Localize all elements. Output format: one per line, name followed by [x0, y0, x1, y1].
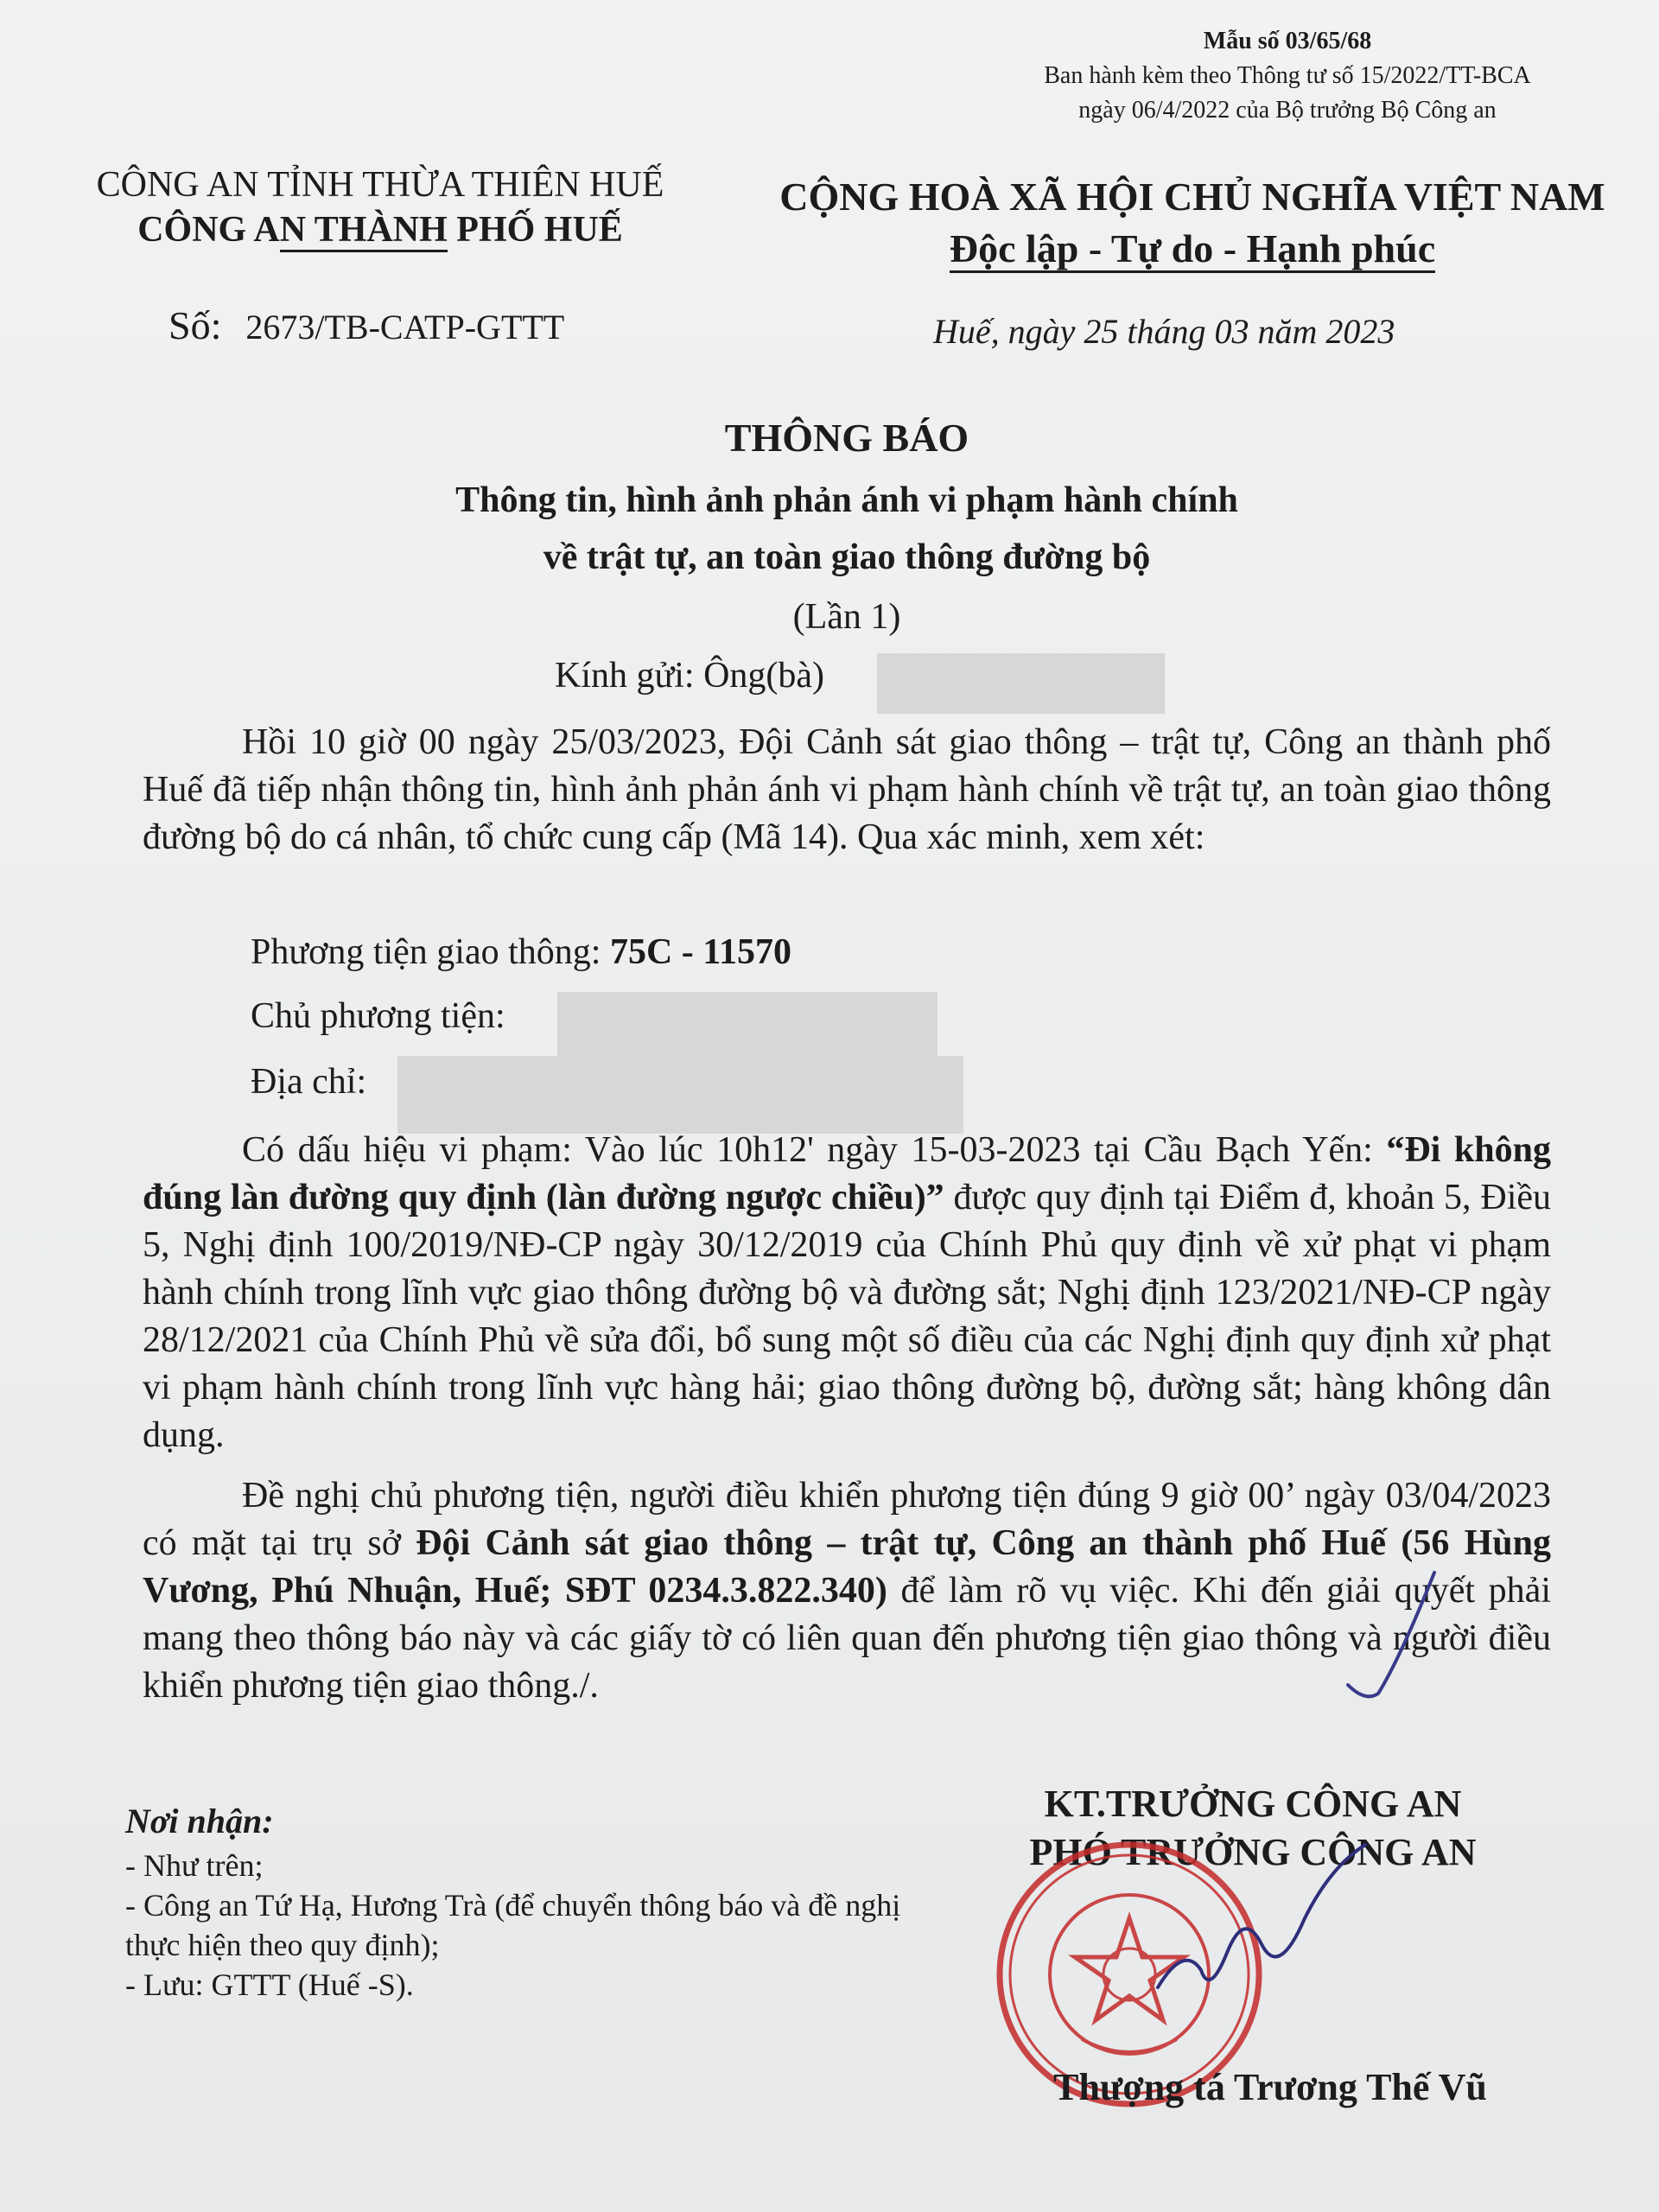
- document-subtitle: [0, 472, 1659, 586]
- national-heading: [760, 171, 1624, 275]
- agency-name-part2: PHỐ HUẾ: [447, 210, 623, 250]
- violation-description: “Đi không đúng làn đường quy định (làn đường ngược chiều)”: [143, 1130, 1551, 1217]
- agency-name-part1: CÔNG A: [137, 210, 280, 250]
- handwritten-signature: [1149, 1840, 1374, 2013]
- redacted-owner: [557, 992, 938, 1058]
- form-issued-date: ngày 06/4/2022 của Bộ trưởng Bộ Công an: [1078, 97, 1497, 124]
- document-title: THÔNG BÁO: [724, 416, 969, 460]
- paragraph-intro: [143, 719, 1551, 861]
- form-issued-by: Ban hành kèm theo Thông tư số 15/2022/TT-BCA: [1044, 62, 1531, 89]
- reference-value: 2673/TB-CATP-GTTT: [245, 308, 565, 346]
- request-lead: Đề nghị chủ phương tiện, người điều khiển phương tiện đúng 9 giờ 00’ ngày 03/04/2023 có mặt tại trụ sở: [143, 1476, 1551, 1563]
- paragraph-intro-text: Hồi 10 giờ 00 ngày 25/03/2023, Đội Cảnh sát giao thông – trật tự, Công an thành phố Huế đã tiếp nhận thông tin, hình ảnh phản ánh vi phạm hành chính về trật tự, an toàn giao thông đường bộ do cá nhân, tổ chức cung cấp (Mã 14). Qua xác minh, xem xét:: [143, 722, 1551, 857]
- form-number-block: [950, 24, 1624, 128]
- addressee-label: Kính gửi: Ông(bà): [555, 656, 825, 696]
- signature-line-2: PHÓ TRƯỞNG CÔNG AN: [1029, 1831, 1477, 1873]
- owner-label: Chủ phương tiện:: [251, 996, 505, 1036]
- address-field: [251, 1061, 366, 1103]
- agency-name-underlined: N THÀNH: [280, 210, 448, 252]
- pen-check-mark: [1331, 1555, 1452, 1711]
- subtitle-line-2: về trật tự, an toàn giao thông đường bộ: [543, 537, 1151, 577]
- vehicle-label: Phương tiện giao thông:: [251, 932, 610, 972]
- redacted-address: [397, 1056, 963, 1134]
- vehicle-plate: 75C - 11570: [609, 932, 791, 972]
- violation-lead: Có dấu hiệu vi phạm: Vào lúc 10h12' ngày 15-03-2023 tại Cầu Bạch Yến:: [242, 1130, 1387, 1170]
- request-rest: để làm rõ vụ việc. Khi đến giải quyết phải mang theo thông báo này và các giấy tờ có liên quan đến phương tiện giao thông và người điều khiển phương tiện giao thông./.: [143, 1571, 1551, 1706]
- request-office: Đội Cảnh sát giao thông – trật tự, Công an thành phố Huế (56 Hùng Vương, Phú Nhuận, Huế; SĐT 0234.3.822.340): [143, 1523, 1551, 1611]
- place-date: Huế, ngày 25 tháng 03 năm 2023: [933, 312, 1395, 351]
- signature-line-1: KT.TRƯỞNG CÔNG AN: [1044, 1783, 1462, 1825]
- notice-count: (Lần 1): [792, 597, 901, 637]
- recipients-heading: Nơi nhận:: [125, 1802, 274, 1840]
- recipient-1: - Như trên;: [125, 1848, 264, 1883]
- address-label: Địa chỉ:: [251, 1062, 367, 1102]
- nation-name: CỘNG HOÀ XÃ HỘI CHỦ NGHĨA VIỆT NAM: [779, 175, 1605, 219]
- vehicle-field: [251, 931, 791, 973]
- form-number: Mẫu số 03/65/68: [1203, 28, 1372, 54]
- violation-legal-basis: được quy định tại Điểm đ, khoản 5, Điều 5, Nghị định 100/2019/NĐ-CP ngày 30/12/2019 của Chính Phủ quy định về xử phạt vi phạm hành chính trong lĩnh vực giao thông đường bộ và đường sắt; Nghị định 123/2021/NĐ-CP ngày 28/12/2021 của Chính Phủ về sửa đổi, bổ sung một số điều của các Nghị định quy định xử phạt vi phạm hành chính trong lĩnh vực hàng hải; giao thông đường bộ, đường sắt; hàng không dân dụng.: [143, 1178, 1552, 1455]
- agency-parent: CÔNG AN TỈNH THỪA THIÊN HUẾ: [96, 165, 664, 205]
- agency-name: [35, 207, 726, 252]
- signer-name: Thượng tá Trương Thế Vũ: [1053, 2066, 1487, 2108]
- paragraph-violation: [143, 1127, 1551, 1459]
- issuing-agency: [35, 162, 726, 252]
- recipients-block: [125, 1797, 903, 2005]
- recipient-3: - Lưu: GTTT (Huế -S).: [125, 1967, 414, 2002]
- reference-label: Số:: [168, 303, 222, 347]
- national-motto: Độc lập - Tự do - Hạnh phúc: [950, 227, 1435, 273]
- reference-number: [168, 302, 564, 348]
- subtitle-line-1: Thông tin, hình ảnh phản ánh vi phạm hành chính: [455, 480, 1238, 520]
- recipient-2: - Công an Tứ Hạ, Hương Trà (để chuyển thông báo và đề nghị thực hiện theo quy định);: [125, 1888, 901, 1962]
- owner-field: [251, 995, 505, 1037]
- redacted-addressee: [877, 653, 1165, 714]
